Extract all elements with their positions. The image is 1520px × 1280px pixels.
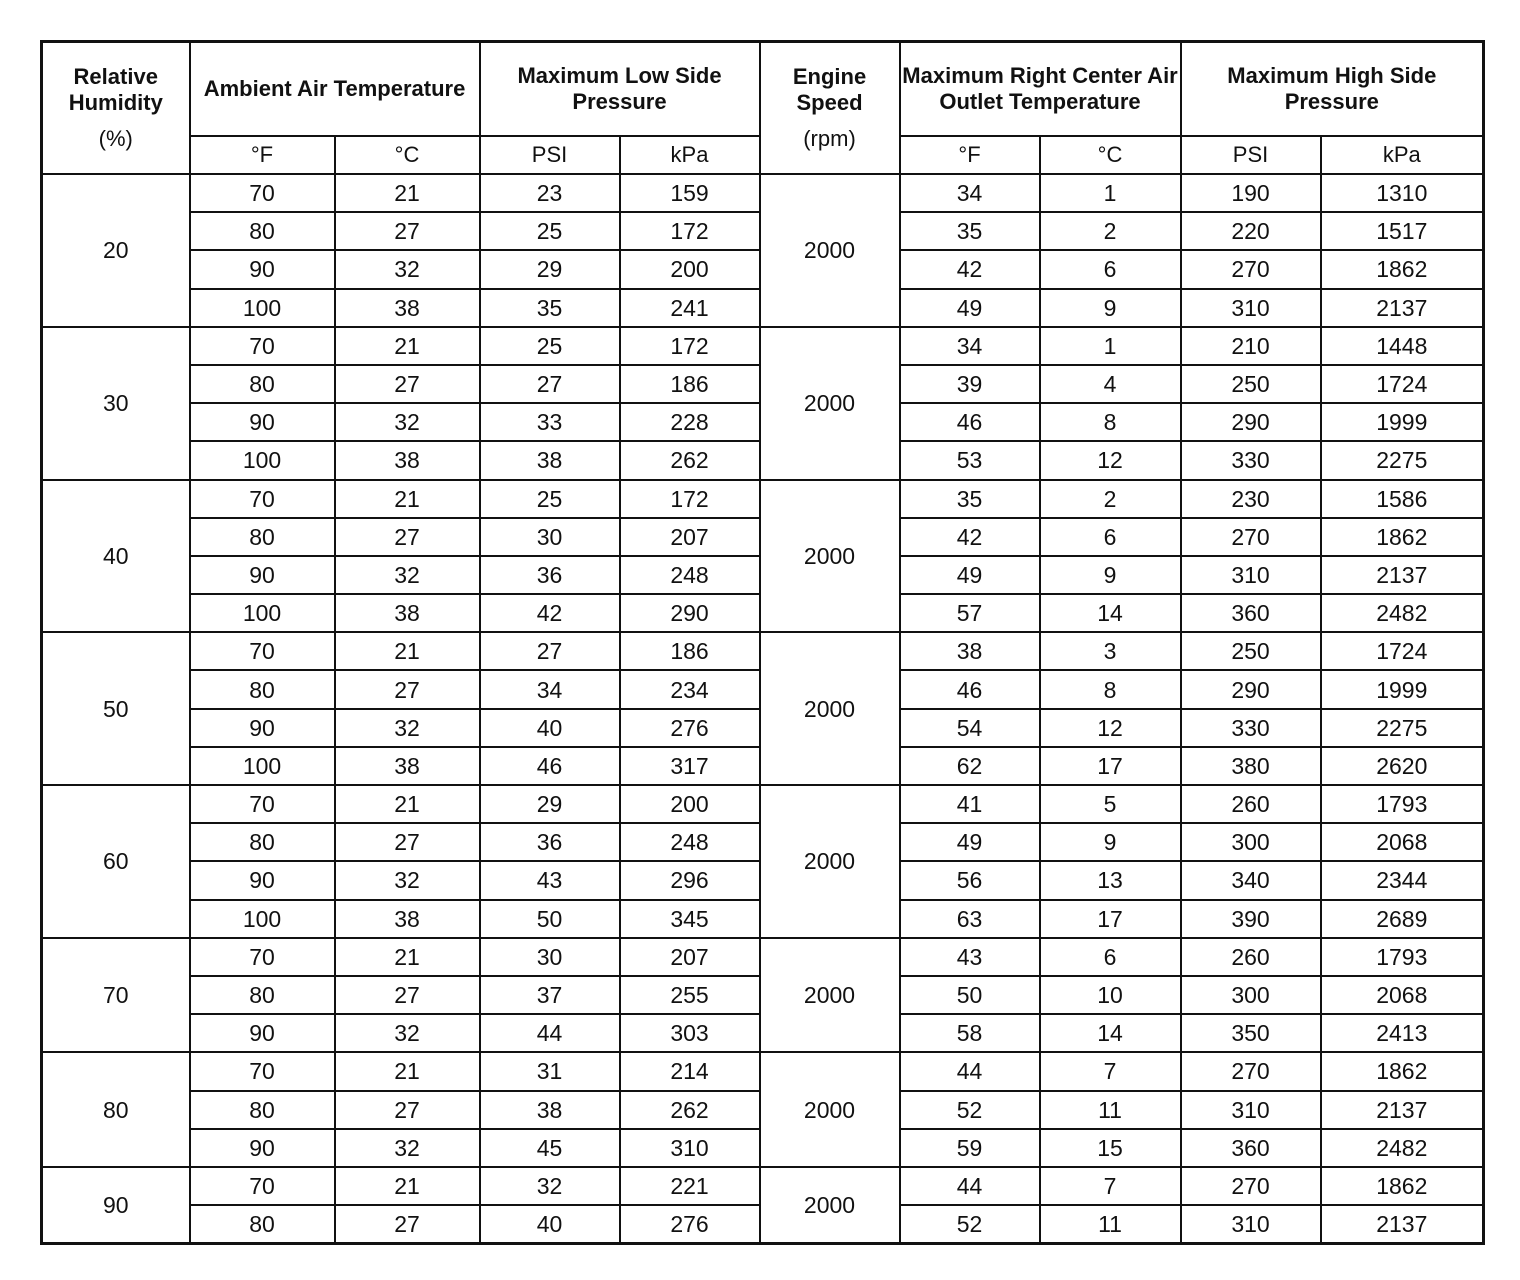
ambient-f-cell: 90 (190, 556, 335, 594)
low-side-kpa-cell: 262 (620, 441, 760, 479)
high-side-psi-cell: 350 (1181, 1014, 1321, 1052)
high-side-kpa-cell: 1862 (1321, 518, 1484, 556)
high-side-kpa-cell: 2137 (1321, 1091, 1484, 1129)
high-side-psi-cell: 270 (1181, 518, 1321, 556)
high-side-psi-cell: 340 (1181, 861, 1321, 899)
high-side-kpa-cell: 2482 (1321, 1129, 1484, 1167)
ambient-f-cell: 70 (190, 174, 335, 212)
ambient-f-cell: 90 (190, 250, 335, 288)
low-side-kpa-cell: 228 (620, 403, 760, 441)
low-side-psi-cell: 36 (480, 556, 620, 594)
outlet-f-cell: 59 (900, 1129, 1040, 1167)
outlet-f-cell: 38 (900, 632, 1040, 670)
ambient-c-cell: 27 (335, 365, 480, 403)
high-side-psi-cell: 290 (1181, 403, 1321, 441)
outlet-f-cell: 41 (900, 785, 1040, 823)
ambient-c-cell: 27 (335, 518, 480, 556)
outlet-c-cell: 14 (1040, 1014, 1181, 1052)
high-side-kpa-cell: 1999 (1321, 403, 1484, 441)
outlet-c-cell: 6 (1040, 938, 1181, 976)
humidity-cell: 70 (42, 938, 190, 1053)
low-side-kpa-cell: 207 (620, 518, 760, 556)
low-side-kpa-cell: 186 (620, 632, 760, 670)
high-side-kpa-cell: 2068 (1321, 823, 1484, 861)
low-side-kpa-cell: 172 (620, 327, 760, 365)
outlet-c-cell: 1 (1040, 174, 1181, 212)
outlet-c-cell: 11 (1040, 1091, 1181, 1129)
ambient-f-cell: 80 (190, 518, 335, 556)
low-side-psi-cell: 38 (480, 1091, 620, 1129)
high-side-psi-cell: 250 (1181, 365, 1321, 403)
outlet-c-cell: 1 (1040, 327, 1181, 365)
low-side-psi-cell: 46 (480, 747, 620, 785)
high-side-kpa-cell: 2137 (1321, 289, 1484, 327)
high-side-kpa-cell: 1862 (1321, 1167, 1484, 1205)
engine-speed-header (760, 42, 900, 175)
outlet-c-cell: 4 (1040, 365, 1181, 403)
table-row (42, 327, 1484, 365)
humidity-cell: 60 (42, 785, 190, 938)
low-side-psi-cell: 25 (480, 480, 620, 518)
ambient-f-cell: 80 (190, 976, 335, 1014)
low-side-kpa-cell: 234 (620, 670, 760, 708)
high-side-psi-cell: 300 (1181, 823, 1321, 861)
ambient-f-cell: 80 (190, 1091, 335, 1129)
ambient-f-cell: 90 (190, 709, 335, 747)
outlet-c-cell: 13 (1040, 861, 1181, 899)
ambient-c-cell: 38 (335, 747, 480, 785)
ambient-f-cell: 70 (190, 785, 335, 823)
high-side-kpa-cell: 1586 (1321, 480, 1484, 518)
ambient-c-cell: 32 (335, 250, 480, 288)
outlet-c-cell: 9 (1040, 289, 1181, 327)
outlet-f-header: °F (900, 136, 1040, 174)
high-side-psi-cell: 300 (1181, 976, 1321, 1014)
outlet-f-cell: 53 (900, 441, 1040, 479)
outlet-f-cell: 57 (900, 594, 1040, 632)
high-side-psi-cell: 260 (1181, 938, 1321, 976)
outlet-c-cell: 3 (1040, 632, 1181, 670)
low-side-kpa-cell: 221 (620, 1167, 760, 1205)
low-side-psi-cell: 34 (480, 670, 620, 708)
outlet-f-cell: 46 (900, 670, 1040, 708)
outlet-c-cell: 11 (1040, 1205, 1181, 1244)
outlet-f-cell: 39 (900, 365, 1040, 403)
ambient-c-cell: 21 (335, 785, 480, 823)
max-low-side-pressure-header: Maximum Low Side Pressure (480, 42, 760, 137)
high-side-psi-cell: 310 (1181, 1205, 1321, 1244)
low-side-kpa-cell: 317 (620, 747, 760, 785)
high-side-kpa-cell: 2137 (1321, 1205, 1484, 1244)
low-side-psi-cell: 23 (480, 174, 620, 212)
outlet-f-cell: 34 (900, 174, 1040, 212)
high-side-psi-cell: 260 (1181, 785, 1321, 823)
max-outlet-temperature-header: Maximum Right Center Air Outlet Temperature (900, 42, 1181, 137)
ambient-c-header: °C (335, 136, 480, 174)
low-side-psi-cell: 43 (480, 861, 620, 899)
outlet-c-cell: 9 (1040, 556, 1181, 594)
ambient-f-header: °F (190, 136, 335, 174)
outlet-c-cell: 14 (1040, 594, 1181, 632)
ambient-c-cell: 27 (335, 670, 480, 708)
ambient-f-cell: 100 (190, 289, 335, 327)
low-side-kpa-cell: 207 (620, 938, 760, 976)
outlet-c-cell: 8 (1040, 670, 1181, 708)
low-side-kpa-cell: 345 (620, 900, 760, 938)
ambient-c-cell: 21 (335, 1167, 480, 1205)
low-side-psi-cell: 37 (480, 976, 620, 1014)
high-side-psi-cell: 190 (1181, 174, 1321, 212)
high-side-kpa-cell: 2275 (1321, 441, 1484, 479)
outlet-f-cell: 46 (900, 403, 1040, 441)
ambient-c-cell: 21 (335, 1052, 480, 1090)
high-side-kpa-header: kPa (1321, 136, 1484, 174)
ambient-c-cell: 38 (335, 900, 480, 938)
high-side-kpa-cell: 1448 (1321, 327, 1484, 365)
table-row (42, 785, 1484, 823)
outlet-f-cell: 49 (900, 289, 1040, 327)
outlet-f-cell: 54 (900, 709, 1040, 747)
ambient-f-cell: 90 (190, 403, 335, 441)
low-side-psi-cell: 42 (480, 594, 620, 632)
ambient-c-cell: 32 (335, 861, 480, 899)
low-side-kpa-cell: 276 (620, 709, 760, 747)
outlet-c-cell: 6 (1040, 518, 1181, 556)
outlet-c-cell: 10 (1040, 976, 1181, 1014)
high-side-kpa-cell: 1517 (1321, 212, 1484, 250)
humidity-cell: 30 (42, 327, 190, 480)
high-side-kpa-cell: 2413 (1321, 1014, 1484, 1052)
ambient-air-temperature-header: Ambient Air Temperature (190, 42, 480, 137)
high-side-psi-cell: 310 (1181, 289, 1321, 327)
high-side-psi-cell: 290 (1181, 670, 1321, 708)
low-side-psi-cell: 50 (480, 900, 620, 938)
low-side-psi-cell: 36 (480, 823, 620, 861)
ambient-f-cell: 70 (190, 938, 335, 976)
outlet-c-cell: 17 (1040, 900, 1181, 938)
low-side-kpa-cell: 276 (620, 1205, 760, 1244)
low-side-kpa-cell: 172 (620, 212, 760, 250)
relative-humidity-header (42, 42, 190, 175)
outlet-c-cell: 12 (1040, 709, 1181, 747)
outlet-f-cell: 44 (900, 1052, 1040, 1090)
low-side-psi-cell: 40 (480, 709, 620, 747)
outlet-c-cell: 6 (1040, 250, 1181, 288)
outlet-c-cell: 7 (1040, 1167, 1181, 1205)
outlet-f-cell: 58 (900, 1014, 1040, 1052)
high-side-kpa-cell: 1724 (1321, 632, 1484, 670)
low-side-psi-cell: 44 (480, 1014, 620, 1052)
high-side-psi-cell: 270 (1181, 1167, 1321, 1205)
ambient-f-cell: 80 (190, 365, 335, 403)
outlet-f-cell: 42 (900, 518, 1040, 556)
ambient-c-cell: 32 (335, 403, 480, 441)
ambient-c-cell: 27 (335, 823, 480, 861)
ambient-c-cell: 21 (335, 480, 480, 518)
high-side-kpa-cell: 2275 (1321, 709, 1484, 747)
low-side-kpa-cell: 310 (620, 1129, 760, 1167)
ambient-c-cell: 27 (335, 212, 480, 250)
outlet-c-cell: 8 (1040, 403, 1181, 441)
high-side-kpa-cell: 1793 (1321, 938, 1484, 976)
outlet-c-cell: 5 (1040, 785, 1181, 823)
outlet-f-cell: 63 (900, 900, 1040, 938)
relative-humidity-unit: (%) (98, 126, 133, 151)
high-side-psi-cell: 270 (1181, 250, 1321, 288)
table-row (42, 480, 1484, 518)
high-side-psi-cell: 310 (1181, 1091, 1321, 1129)
high-side-psi-cell: 230 (1181, 480, 1321, 518)
low-side-kpa-cell: 159 (620, 174, 760, 212)
low-side-psi-cell: 30 (480, 938, 620, 976)
high-side-kpa-cell: 2689 (1321, 900, 1484, 938)
high-side-psi-cell: 250 (1181, 632, 1321, 670)
low-side-kpa-cell: 248 (620, 556, 760, 594)
low-side-kpa-cell: 186 (620, 365, 760, 403)
outlet-c-cell: 12 (1040, 441, 1181, 479)
humidity-cell: 80 (42, 1052, 190, 1167)
ambient-c-cell: 38 (335, 441, 480, 479)
table-body (42, 174, 1484, 1244)
ambient-f-cell: 70 (190, 327, 335, 365)
ambient-f-cell: 70 (190, 1167, 335, 1205)
outlet-f-cell: 35 (900, 480, 1040, 518)
engine-speed-cell: 2000 (760, 632, 900, 785)
engine-speed-cell: 2000 (760, 1052, 900, 1167)
high-side-kpa-cell: 1862 (1321, 250, 1484, 288)
low-side-psi-cell: 29 (480, 785, 620, 823)
ambient-c-cell: 32 (335, 1129, 480, 1167)
ambient-f-cell: 100 (190, 747, 335, 785)
ambient-f-cell: 100 (190, 594, 335, 632)
low-side-psi-cell: 38 (480, 441, 620, 479)
table-row (42, 938, 1484, 976)
high-side-kpa-cell: 2620 (1321, 747, 1484, 785)
high-side-kpa-cell: 2344 (1321, 861, 1484, 899)
low-side-kpa-cell: 290 (620, 594, 760, 632)
engine-speed-cell: 2000 (760, 480, 900, 633)
low-side-kpa-cell: 200 (620, 250, 760, 288)
ambient-f-cell: 100 (190, 900, 335, 938)
outlet-f-cell: 56 (900, 861, 1040, 899)
high-side-kpa-cell: 1999 (1321, 670, 1484, 708)
high-side-psi-cell: 390 (1181, 900, 1321, 938)
ambient-c-cell: 38 (335, 594, 480, 632)
low-side-kpa-cell: 214 (620, 1052, 760, 1090)
low-side-kpa-cell: 241 (620, 289, 760, 327)
low-side-psi-cell: 29 (480, 250, 620, 288)
max-high-side-pressure-header: Maximum High Side Pressure (1181, 42, 1484, 137)
ambient-c-cell: 32 (335, 556, 480, 594)
table-row (42, 174, 1484, 212)
high-side-psi-cell: 220 (1181, 212, 1321, 250)
table-header (42, 42, 1484, 175)
outlet-f-cell: 52 (900, 1205, 1040, 1244)
high-side-psi-cell: 210 (1181, 327, 1321, 365)
high-side-psi-cell: 360 (1181, 1129, 1321, 1167)
outlet-f-cell: 42 (900, 250, 1040, 288)
ambient-c-cell: 27 (335, 1091, 480, 1129)
low-side-kpa-cell: 296 (620, 861, 760, 899)
ambient-f-cell: 90 (190, 1129, 335, 1167)
ambient-c-cell: 38 (335, 289, 480, 327)
outlet-f-cell: 44 (900, 1167, 1040, 1205)
engine-speed-cell: 2000 (760, 327, 900, 480)
low-side-psi-cell: 30 (480, 518, 620, 556)
ambient-f-cell: 70 (190, 1052, 335, 1090)
engine-speed-unit: (rpm) (803, 126, 856, 151)
performance-spec-table (40, 40, 1485, 1245)
outlet-f-cell: 62 (900, 747, 1040, 785)
low-side-psi-header: PSI (480, 136, 620, 174)
ambient-f-cell: 80 (190, 1205, 335, 1244)
high-side-psi-cell: 360 (1181, 594, 1321, 632)
engine-speed-cell: 2000 (760, 1167, 900, 1244)
low-side-kpa-cell: 200 (620, 785, 760, 823)
high-side-kpa-cell: 1862 (1321, 1052, 1484, 1090)
high-side-psi-cell: 270 (1181, 1052, 1321, 1090)
outlet-c-cell: 2 (1040, 212, 1181, 250)
table-row (42, 632, 1484, 670)
outlet-f-cell: 34 (900, 327, 1040, 365)
high-side-psi-header: PSI (1181, 136, 1321, 174)
low-side-kpa-cell: 172 (620, 480, 760, 518)
ambient-f-cell: 90 (190, 861, 335, 899)
ambient-f-cell: 100 (190, 441, 335, 479)
humidity-cell: 50 (42, 632, 190, 785)
ambient-c-cell: 32 (335, 1014, 480, 1052)
ambient-c-cell: 21 (335, 632, 480, 670)
low-side-psi-cell: 32 (480, 1167, 620, 1205)
high-side-kpa-cell: 2137 (1321, 556, 1484, 594)
low-side-psi-cell: 31 (480, 1052, 620, 1090)
high-side-kpa-cell: 2482 (1321, 594, 1484, 632)
low-side-psi-cell: 33 (480, 403, 620, 441)
ambient-c-cell: 27 (335, 976, 480, 1014)
low-side-kpa-cell: 303 (620, 1014, 760, 1052)
high-side-kpa-cell: 1310 (1321, 174, 1484, 212)
low-side-psi-cell: 35 (480, 289, 620, 327)
outlet-c-cell: 9 (1040, 823, 1181, 861)
high-side-psi-cell: 330 (1181, 709, 1321, 747)
outlet-f-cell: 49 (900, 556, 1040, 594)
low-side-psi-cell: 27 (480, 365, 620, 403)
humidity-cell: 90 (42, 1167, 190, 1244)
ambient-c-cell: 21 (335, 327, 480, 365)
outlet-f-cell: 49 (900, 823, 1040, 861)
ambient-c-cell: 32 (335, 709, 480, 747)
low-side-psi-cell: 25 (480, 212, 620, 250)
outlet-f-cell: 35 (900, 212, 1040, 250)
high-side-psi-cell: 310 (1181, 556, 1321, 594)
ambient-f-cell: 70 (190, 480, 335, 518)
outlet-c-cell: 15 (1040, 1129, 1181, 1167)
outlet-f-cell: 43 (900, 938, 1040, 976)
high-side-kpa-cell: 2068 (1321, 976, 1484, 1014)
engine-speed-cell: 2000 (760, 938, 900, 1053)
outlet-c-cell: 2 (1040, 480, 1181, 518)
low-side-kpa-cell: 248 (620, 823, 760, 861)
outlet-c-cell: 7 (1040, 1052, 1181, 1090)
outlet-c-cell: 17 (1040, 747, 1181, 785)
low-side-psi-cell: 45 (480, 1129, 620, 1167)
outlet-f-cell: 52 (900, 1091, 1040, 1129)
ambient-f-cell: 80 (190, 823, 335, 861)
humidity-cell: 20 (42, 174, 190, 327)
high-side-psi-cell: 330 (1181, 441, 1321, 479)
engine-speed-cell: 2000 (760, 785, 900, 938)
low-side-psi-cell: 27 (480, 632, 620, 670)
high-side-kpa-cell: 1793 (1321, 785, 1484, 823)
outlet-c-header: °C (1040, 136, 1181, 174)
engine-speed-label: Engine Speed (792, 64, 867, 115)
high-side-kpa-cell: 1724 (1321, 365, 1484, 403)
ambient-c-cell: 27 (335, 1205, 480, 1244)
ambient-c-cell: 21 (335, 174, 480, 212)
low-side-kpa-cell: 255 (620, 976, 760, 1014)
ambient-f-cell: 80 (190, 670, 335, 708)
low-side-psi-cell: 40 (480, 1205, 620, 1244)
ambient-f-cell: 80 (190, 212, 335, 250)
high-side-psi-cell: 380 (1181, 747, 1321, 785)
humidity-cell: 40 (42, 480, 190, 633)
engine-speed-cell: 2000 (760, 174, 900, 327)
ambient-f-cell: 90 (190, 1014, 335, 1052)
relative-humidity-label: Relative Humidity (68, 64, 163, 115)
outlet-f-cell: 50 (900, 976, 1040, 1014)
ambient-f-cell: 70 (190, 632, 335, 670)
ambient-c-cell: 21 (335, 938, 480, 976)
table-row (42, 1052, 1484, 1090)
low-side-kpa-cell: 262 (620, 1091, 760, 1129)
low-side-kpa-header: kPa (620, 136, 760, 174)
table-row (42, 1167, 1484, 1205)
low-side-psi-cell: 25 (480, 327, 620, 365)
